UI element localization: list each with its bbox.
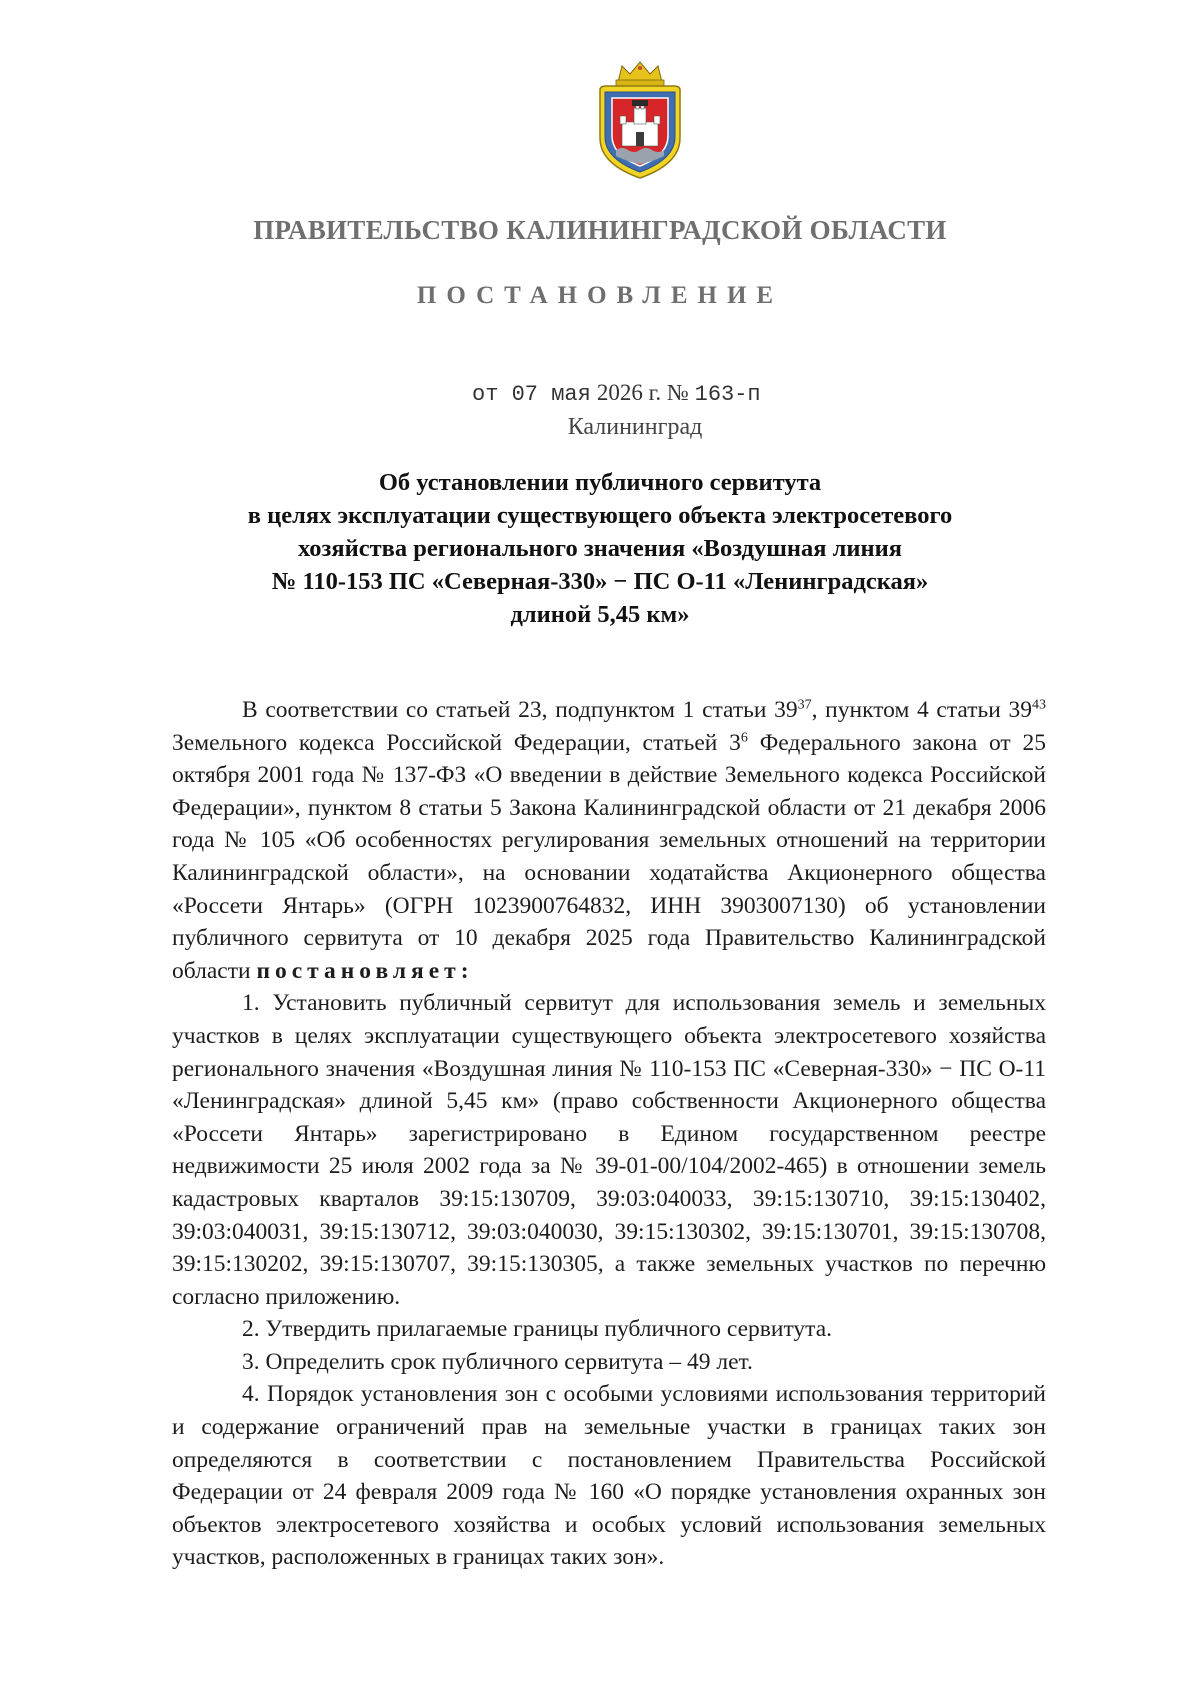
date-and-number-line (472, 380, 761, 407)
title-line: в целях эксплуатации существующего объекта электросетевого (247, 502, 953, 529)
item-4: 4. Порядок установления зон с особыми условиями использования территорий и содержание ограничений прав на земельные участки в границах таких зон определяются в соответствии с постановлением Правительства Российской Федерации от 24 февраля 2009 года № 160 «О порядке установления охранных зон объектов электросетевого хозяйства и особых условий использования земельных участков, расположенных в границах таких зон». (172, 1381, 1046, 1571)
date-text: от 07 мая (472, 382, 591, 407)
preamble-text: Федерального закона от 25 октября 2001 года № 137-ФЗ «О введении в действие Земельного кодекса Российской Федерации», пунктом 8 статьи 5 Закона Калининградской области от 21 декабря 2006 года № 105 «Об особенностях регулирования земельных отношений на территории Калининградской области», на основании ходатайства Акционерного общества «Россети Янтарь» (ОГРН 1023900764832, ИНН 3903007130) об установлении публичного сервитута от 10 декабря 2025 года Правительство Калининградской области (172, 729, 1046, 984)
date-year: 2026 г. (596, 380, 662, 405)
number-sign: № (666, 380, 689, 405)
resolves-word: постановляет: (256, 957, 474, 984)
crown-icon (616, 62, 664, 86)
preamble-text: Земельного кодекса Российской Федерации, статьей 3 (172, 729, 741, 756)
title-line: хозяйства регионального значения «Воздушная линия (297, 535, 903, 562)
item-1: 1. Установить публичный сервитут для использования земель и земельных участков в целях эксплуатации существующего объекта электросетевого хозяйства регионального значения «Воздушная линия № 110-153 ПС «Северная-330» − ПС О-11 «Ленинградская» длиной 5,45 км» (право собственности Акционерного общества «Россети Янтарь» зарегистрировано в Едином государственном реестре недвижимости 25 июля 2002 года за № 39-01-00/104/2002-465) в отношении земель кадастровых кварталов 39:15:130709, 39:03:040033, 39:15:130710, 39:15:130402, 39:03:040031, 39:15:130712, 39:03:040030, 39:15:130302, 39:15:130701, 39:15:130708, 39:15:130202, 39:15:130707, 39:15:130305, а также земельных участков по перечню согласно приложению. (172, 990, 1046, 1310)
coat-of-arms-emblem (592, 60, 688, 182)
superscript: 37 (797, 697, 812, 713)
preamble-paragraph (172, 694, 1046, 987)
title-line: Об установлении публичного сервитута (378, 469, 822, 496)
document-number: 163-п (694, 382, 761, 407)
preamble-text: В соответствии со статьей 23, подпунктом 1 статьи 39 (242, 697, 798, 723)
issuing-authority: ПРАВИТЕЛЬСТВО КАЛИНИНГРАДСКОЙ ОБЛАСТИ (253, 215, 947, 245)
item-2: 2. Утвердить прилагаемые границы публичного сервитута. (242, 1316, 833, 1343)
document-body (172, 694, 1046, 1574)
item-3: 3. Определить срок публичного сервитута – 49 лет. (242, 1348, 753, 1375)
preamble-text: , пунктом 4 статьи 39 (811, 697, 1032, 723)
document-title (0, 466, 1200, 631)
document-type: ПОСТАНОВЛЕНИЕ (416, 282, 784, 309)
superscript: 6 (740, 730, 748, 746)
city: Калининград (567, 414, 703, 440)
title-line: длиной 5,45 км» (510, 601, 690, 628)
title-line: № 110-153 ПС «Северная-330» − ПС О-11 «Ленинградская» (271, 568, 929, 595)
superscript: 43 (1031, 697, 1046, 713)
